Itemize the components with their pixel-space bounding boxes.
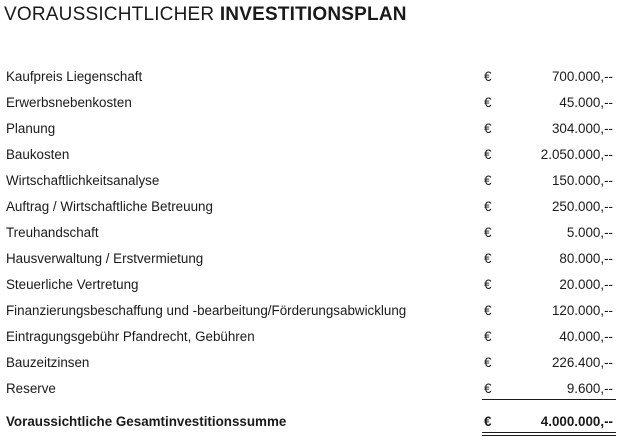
- currency-symbol: €: [484, 225, 492, 240]
- item-amount: 120.000,--: [551, 303, 613, 318]
- currency-symbol: €: [484, 199, 492, 214]
- list-item: [0, 169, 630, 195]
- item-amount: 2.050.000,--: [540, 147, 613, 162]
- currency-symbol: €: [484, 121, 492, 136]
- item-label: Planung: [6, 121, 56, 136]
- currency-symbol: €: [484, 277, 492, 292]
- item-label: Erwerbsnebenkosten: [6, 95, 132, 110]
- item-amount: 9.600,--: [566, 381, 613, 396]
- list-item: [0, 117, 630, 143]
- item-label: Bauzeitzinsen: [6, 355, 90, 370]
- list-item: [0, 65, 630, 91]
- item-label: Eintragungsgebühr Pfandrecht, Gebühren: [6, 329, 255, 344]
- currency-symbol: €: [484, 329, 492, 344]
- list-item: [0, 273, 630, 299]
- list-item: [0, 91, 630, 117]
- item-amount: 304.000,--: [551, 121, 613, 136]
- item-amount: 700.000,--: [551, 69, 613, 84]
- item-amount: 150.000,--: [551, 173, 613, 188]
- currency-symbol: €: [484, 147, 492, 162]
- list-item: [0, 299, 630, 325]
- item-amount: 226.400,--: [551, 355, 613, 370]
- item-amount: 20.000,--: [559, 277, 613, 292]
- item-amount: 45.000,--: [559, 95, 613, 110]
- currency-symbol: €: [484, 173, 492, 188]
- list-item: [0, 195, 630, 221]
- item-amount: 250.000,--: [551, 199, 613, 214]
- total-amount: 4.000.000,--: [540, 414, 613, 429]
- subtotal-divider: [482, 399, 616, 400]
- investment-items-list: [0, 65, 630, 403]
- currency-symbol: €: [484, 95, 492, 110]
- page-title: [4, 4, 407, 26]
- title-bold: INVESTITIONSPLAN: [219, 4, 407, 25]
- item-amount: 80.000,--: [559, 251, 613, 266]
- item-label: Kaufpreis Liegenschaft: [6, 69, 143, 84]
- total-underline-bottom: [482, 435, 616, 436]
- total-underline-top: [482, 432, 616, 433]
- item-label: Wirtschaftlichkeitsanalyse: [6, 173, 160, 188]
- list-item: [0, 221, 630, 247]
- currency-symbol: €: [484, 303, 492, 318]
- currency-symbol: €: [484, 251, 492, 266]
- total-label: Voraussichtliche Gesamtinvestitionssumme: [6, 414, 287, 429]
- item-label: Auftrag / Wirtschaftliche Betreuung: [6, 199, 213, 214]
- currency-symbol: €: [484, 414, 492, 429]
- item-label: Finanzierungsbeschaffung und -bearbeitung/Förderungsabwicklung: [6, 303, 407, 318]
- title-normal: VORAUSSICHTLICHER: [4, 4, 215, 25]
- currency-symbol: €: [484, 69, 492, 84]
- item-label: Treuhandschaft: [6, 225, 99, 240]
- list-item: [0, 247, 630, 273]
- list-item: [0, 377, 630, 403]
- currency-symbol: €: [484, 381, 492, 396]
- item-label: Hausverwaltung / Erstvermietung: [6, 251, 204, 266]
- item-amount: 40.000,--: [559, 329, 613, 344]
- item-label: Steuerliche Vertretung: [6, 277, 139, 292]
- item-label: Reserve: [6, 381, 56, 396]
- item-label: Baukosten: [6, 147, 70, 162]
- list-item: [0, 351, 630, 377]
- total-row: [0, 410, 630, 436]
- item-amount: 5.000,--: [566, 225, 613, 240]
- list-item: [0, 143, 630, 169]
- currency-symbol: €: [484, 355, 492, 370]
- list-item: [0, 325, 630, 351]
